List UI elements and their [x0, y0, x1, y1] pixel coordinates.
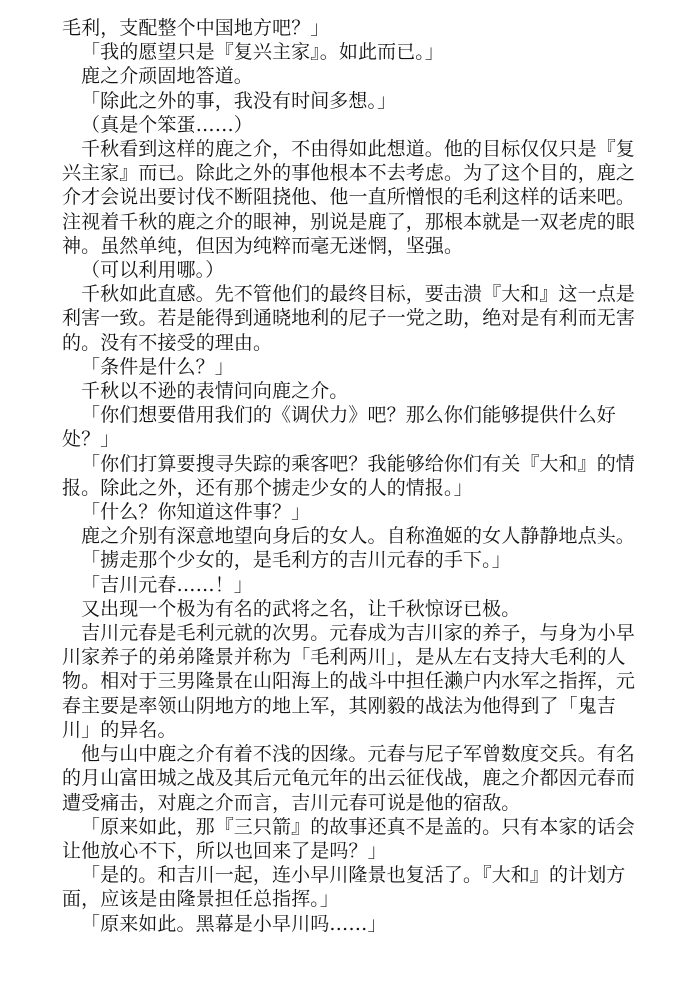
paragraph: 毛利，支配整个中国地方吧？」	[62, 17, 330, 39]
paragraph: （真是个笨蛋……）	[81, 113, 253, 136]
paragraph: 「吉川元春……！」	[81, 573, 253, 596]
paragraph: 千秋看到这样的鹿之介，不由得如此想道。他的目标仅仅只是『复兴主家』而已。除此之外的事他根本不去考虑。为了这个目的，鹿之介才会说出要讨伐不断阻挠他、他一直所憎恨的毛利这样的话来吧。注视着千秋的鹿之介的眼神，别说是鹿了，那根本就是一双老虎的眼神。虽然单纯，但因为纯粹而毫无迷惘，坚强。	[62, 138, 636, 257]
paragraph: 「原来如此，那『三只箭』的故事还真不是盖的。只有本家的话会让他放心不下，所以也回来了是吗？」	[62, 815, 635, 862]
paragraph: 千秋如此直感。先不管他们的最终目标，要击溃『大和』这一点是利害一致。若是能得到通晓地利的尼子一党之助，绝对是有利而无害的。没有不接受的理由。	[62, 283, 636, 354]
paragraph: 「掳走那个少女的，是毛利方的吉川元春的手下。」	[81, 549, 511, 572]
paragraph: 「除此之外的事，我没有时间多想。」	[81, 89, 397, 112]
paragraph: 「是的。和吉川一起，连小早川隆景也复活了。『大和』的计划方面，应该是由隆景担任总指挥。」	[62, 864, 626, 911]
paragraph: 又出现一个极为有名的武将之名，让千秋惊讶已极。	[81, 597, 521, 620]
paragraph: 「原来如此。黑幕是小早川吗……」	[81, 912, 387, 935]
paragraph: 千秋以不逊的表情问向鹿之介。	[81, 380, 349, 403]
paragraph: 他与山中鹿之介有着不浅的因缘。元春与尼子军曾数度交兵。有名的月山富田城之战及其后元龟元年的出云征伐战，鹿之介都因元春而遭受痛击，对鹿之介而言，吉川元春可说是他的宿敌。	[62, 743, 636, 814]
paragraph: 「条件是什么？」	[81, 355, 234, 378]
paragraph: （可以利用哪。）	[81, 259, 225, 282]
paragraph: 鹿之介顽固地答道。	[81, 65, 253, 88]
paragraph: 「你们想要借用我们的《调伏力》吧？那么你们能够提供什么好处？」	[62, 404, 616, 451]
document-page	[62, 16, 642, 936]
paragraph: 鹿之介别有深意地望向身后的女人。自称渔姬的女人静静地点头。	[81, 525, 635, 548]
paragraph: 「我的愿望只是『复兴主家』。如此而已。」	[81, 41, 445, 64]
paragraph: 「什么？你知道这件事？」	[81, 501, 311, 524]
paragraph: 「你们打算要搜寻失踪的乘客吧？我能够给你们有关『大和』的情报。除此之外，还有那个掳走少女的人的情报。」	[62, 452, 635, 499]
paragraph: 吉川元春是毛利元就的次男。元春成为吉川家的养子，与身为小早川家养子的弟弟隆景并称为「毛利两川」，是从左右支持大毛利的人物。相对于三男隆景在山阳海上的战斗中担任濑户内水军之指挥，元春主要是率领山阴地方的地上军，其刚毅的战法为他得到了「鬼吉川」的异名。	[62, 622, 636, 741]
